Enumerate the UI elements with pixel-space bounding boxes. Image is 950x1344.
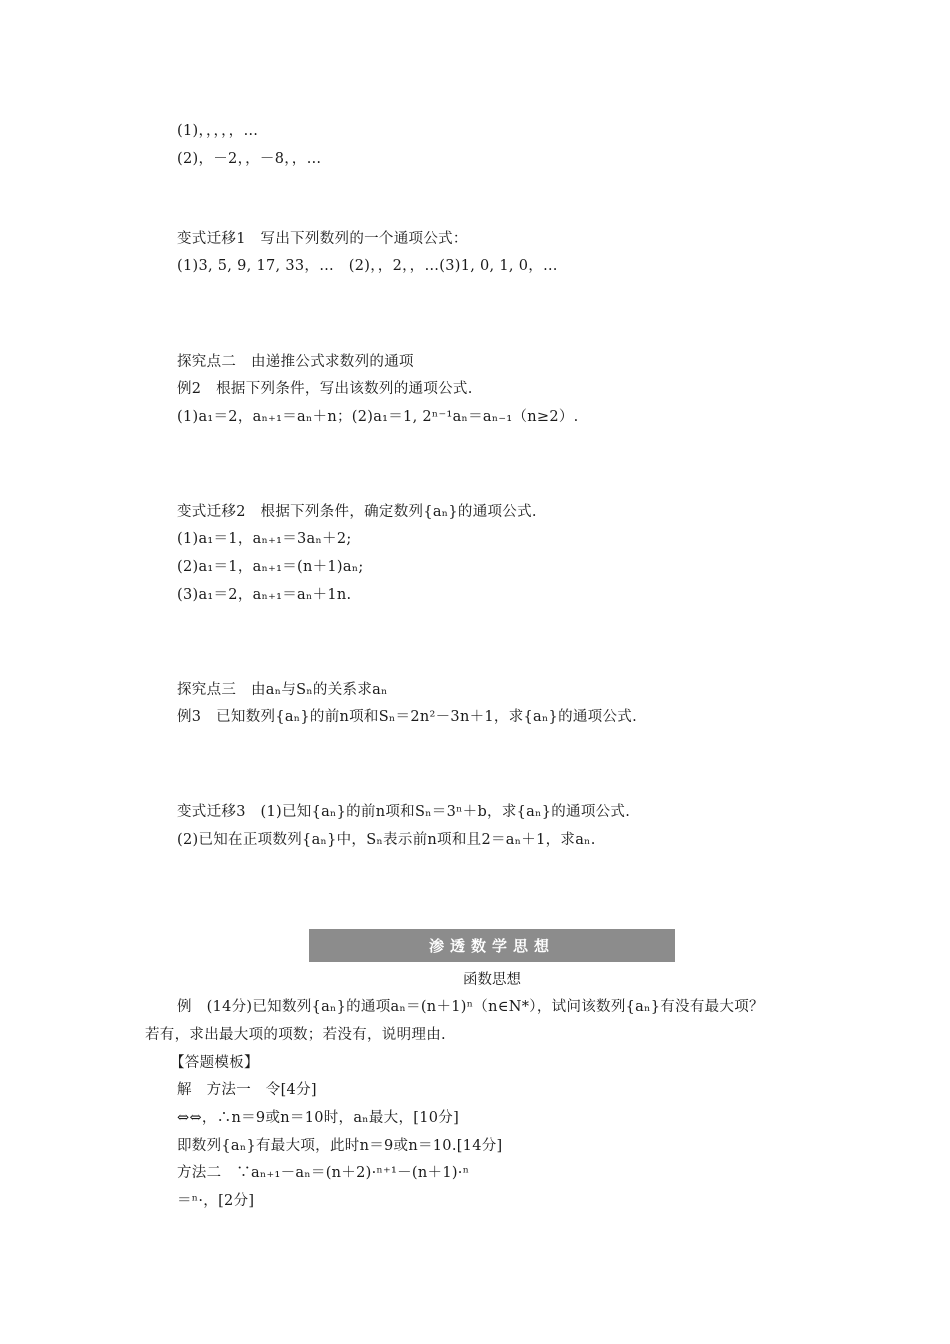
- variant-2-item-3: (3)a₁＝2，aₙ₊₁＝aₙ＋1n.: [177, 587, 352, 603]
- example-line-1: 例 (14分)已知数列{aₙ}的通项aₙ＝(n＋1)ⁿ（n∈N*），试问该数列{aₙ}有没有最大项？: [177, 999, 764, 1015]
- template-line-5: ＝ⁿ·，[2分]: [177, 1193, 255, 1209]
- section-3-heading: 探究点三 由aₙ与Sₙ的关系求aₙ: [177, 682, 388, 698]
- template-line-2: ⇔⇔，∴n＝9或n＝10时，aₙ最大，[10分]: [177, 1110, 460, 1126]
- example-line-2: 若有，求出最大项的项数；若没有，说明理由.: [145, 1027, 446, 1043]
- banner-title: 渗透数学思想: [428, 937, 555, 955]
- variant-3-item-1: 变式迁移3 (1)已知{aₙ}的前n项和Sₙ＝3ⁿ＋b，求{aₙ}的通项公式.: [177, 804, 631, 820]
- variant-1-sequences: (1)3, 5, 9, 17, 33，… (2)，，2，，…(3)1, 0, 1, 0，…: [177, 258, 558, 274]
- section-2-heading: 探究点二 由递推公式求数列的通项: [177, 354, 414, 370]
- variant-3-item-2: (2)已知在正项数列{aₙ}中，Sₙ表示前n项和且2＝aₙ＋1，求aₙ.: [177, 832, 596, 848]
- template-header: 【答题模板】: [170, 1055, 259, 1071]
- template-line-4: 方法二 ∵aₙ₊₁－aₙ＝(n＋2)·ⁿ⁺¹－(n＋1)·ⁿ: [177, 1165, 470, 1181]
- problem-1-sequence: (1)，，，，，…: [177, 123, 259, 139]
- variant-1-heading: 变式迁移1 写出下列数列的一个通项公式：: [177, 231, 468, 247]
- problem-2-sequence: (2)，－2，，－8，，…: [177, 151, 322, 167]
- example-3-statement: 例3 已知数列{aₙ}的前n项和Sₙ＝2n²－3n＋1，求{aₙ}的通项公式.: [177, 709, 637, 725]
- variant-2-item-1: (1)a₁＝1，aₙ₊₁＝3aₙ＋2;: [177, 531, 352, 547]
- example-2-conditions: (1)a₁＝2，aₙ₊₁＝aₙ＋n；(2)a₁＝1, 2ⁿ⁻¹aₙ＝aₙ₋₁（n≥2）.: [177, 409, 579, 425]
- variant-2-item-2: (2)a₁＝1，aₙ₊₁＝(n＋1)aₙ;: [177, 559, 364, 575]
- example-2-statement: 例2 根据下列条件，写出该数列的通项公式.: [177, 381, 473, 397]
- template-line-3: 即数列{aₙ}有最大项，此时n＝9或n＝10.[14分]: [177, 1138, 503, 1154]
- section-banner: [309, 929, 675, 962]
- variant-2-heading: 变式迁移2 根据下列条件，确定数列{aₙ}的通项公式.: [177, 504, 537, 520]
- template-line-1: 解 方法一 令[4分]: [177, 1082, 317, 1098]
- subtitle: 函数思想: [463, 972, 521, 988]
